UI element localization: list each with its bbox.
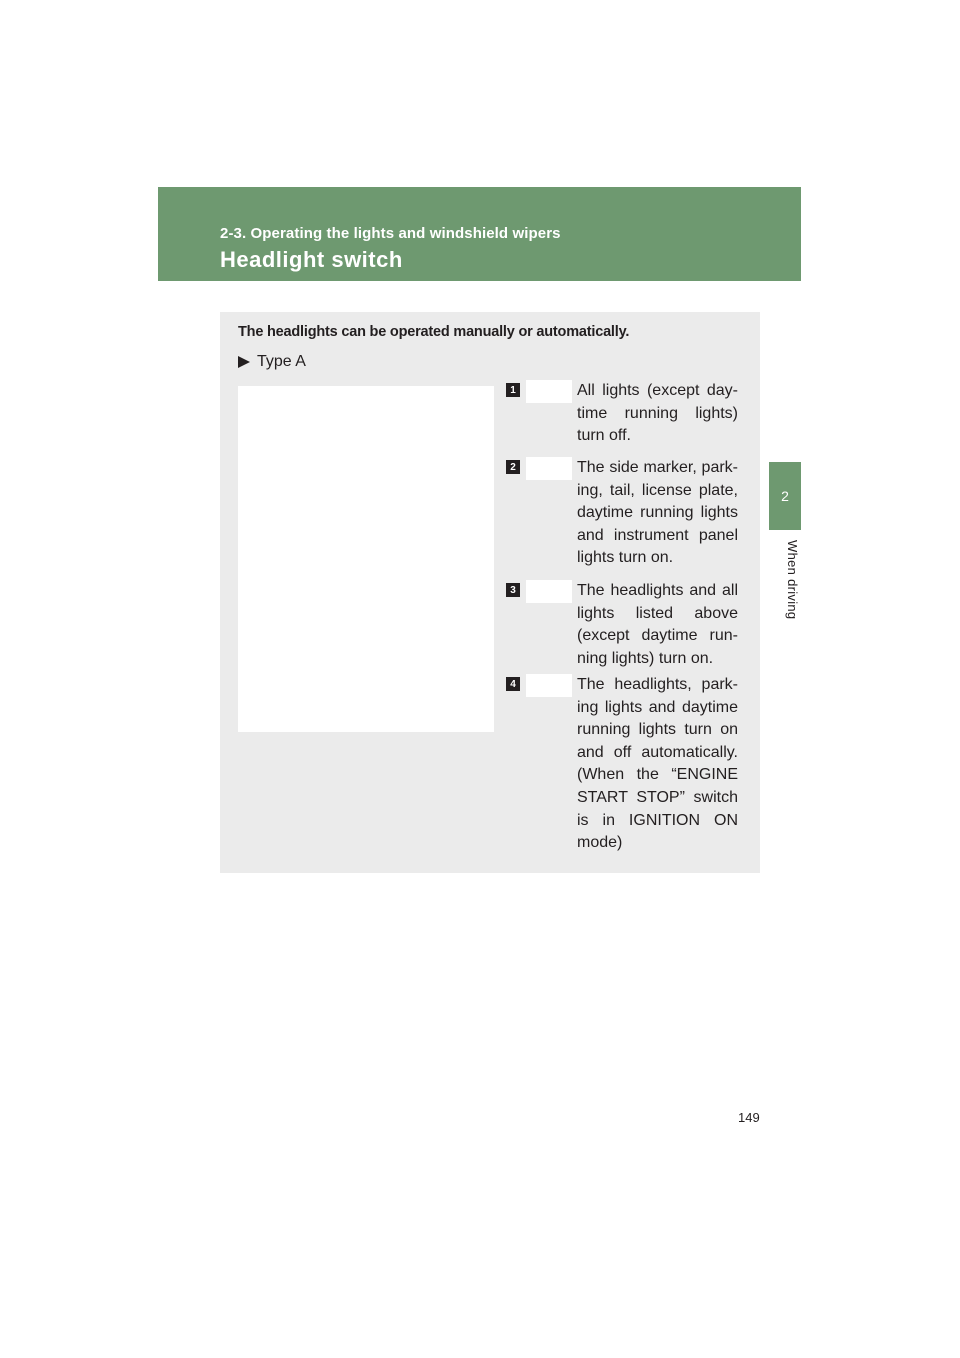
chapter-label: When driving <box>785 540 800 620</box>
page-number: 149 <box>738 1110 760 1125</box>
item-text: All lights (except day-time running lights) turn off. <box>577 382 738 445</box>
chapter-number: 2 <box>781 488 789 504</box>
section-label: 2-3. Operating the lights and windshield wipers <box>220 225 561 242</box>
item-number-badge: 2 <box>506 460 520 474</box>
type-heading <box>238 353 306 371</box>
headlight-switch-illustration <box>238 386 494 732</box>
intro-text: The headlights can be operated manually or automatically. <box>238 324 630 340</box>
item-text: The headlights, park-ing lights and daytime running lights turn on and off automatically. (When the “ENGINE START STOP” switch is in IGNITION ON mode) <box>577 676 738 852</box>
triangle-arrow-icon <box>238 356 250 368</box>
switch-position-icon <box>526 380 572 403</box>
item-text: The headlights and all lights listed above (except daytime run-ning lights) turn on. <box>577 582 738 667</box>
header-band <box>158 187 801 281</box>
switch-position-icon <box>526 457 572 480</box>
switch-position-icon <box>526 580 572 603</box>
content-panel <box>220 312 760 873</box>
page-title: Headlight switch <box>220 247 403 272</box>
item-number-badge: 3 <box>506 583 520 597</box>
chapter-tab[interactable] <box>769 462 801 530</box>
item-text: The side marker, park-ing, tail, license plate, daytime running lights and instrument panel lights turn on. <box>577 459 738 567</box>
item-number-badge: 1 <box>506 383 520 397</box>
item-number-badge: 4 <box>506 677 520 691</box>
switch-position-icon <box>526 674 572 697</box>
type-label: Type A <box>257 353 306 370</box>
